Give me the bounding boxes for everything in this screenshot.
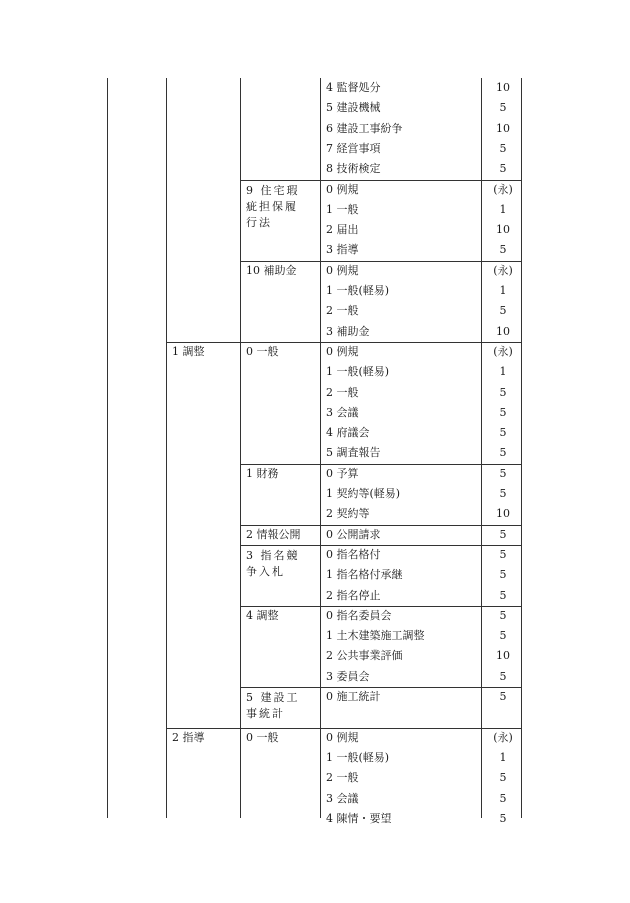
item-label: 0 公開請求 <box>326 527 381 541</box>
item-label: 5 建設機械 <box>326 101 381 115</box>
sub-category: 4 調整 <box>246 608 279 622</box>
retention-period: 5 <box>499 101 507 115</box>
retention-period: 5 <box>499 669 507 683</box>
retention-period: 5 <box>499 385 507 399</box>
retention-period: (永) <box>493 182 513 196</box>
item-label: 7 経営事項 <box>326 141 381 155</box>
item-label: 1 一般(軽易) <box>326 284 390 297</box>
retention-period: 5 <box>499 811 507 825</box>
item-label: 3 会議 <box>326 791 359 805</box>
retention-period: 5 <box>499 405 507 419</box>
row-rule <box>240 180 521 181</box>
retention-period: (永) <box>493 344 513 358</box>
item-label: 3 補助金 <box>326 324 370 338</box>
sub-category: 10 補助金 <box>246 263 297 277</box>
middle-category: 1 調整 <box>172 344 205 358</box>
item-label: 0 例規 <box>326 263 359 277</box>
sub-category: 5 建設工事統計 <box>246 691 300 720</box>
item-label: 2 一般 <box>326 771 359 785</box>
retention-period: 10 <box>496 649 510 663</box>
item-label: 8 技術検定 <box>326 162 381 176</box>
item-label: 1 指名格付承継 <box>326 568 403 582</box>
item-label: 1 契約等(軽易) <box>326 487 401 500</box>
item-label: 1 土木建築施工調整 <box>326 629 425 643</box>
item-label: 3 委員会 <box>326 669 370 683</box>
item-label: 3 会議 <box>326 405 359 419</box>
retention-period: (永) <box>493 730 513 744</box>
retention-period: 5 <box>499 527 507 541</box>
row-rule <box>166 728 521 729</box>
retention-period: 1 <box>499 365 507 379</box>
retention-period: 5 <box>499 141 507 155</box>
row-rule <box>240 464 521 465</box>
retention-period: 5 <box>499 426 507 440</box>
retention-period: 5 <box>499 243 507 257</box>
retention-period: 5 <box>499 304 507 318</box>
row-rule <box>240 687 521 688</box>
item-label: 2 一般 <box>326 385 359 399</box>
sub-category: 2 情報公開 <box>246 527 301 541</box>
item-label: 0 施工統計 <box>326 690 381 703</box>
item-label: 0 指名格付 <box>326 547 381 561</box>
retention-period: 10 <box>496 121 510 135</box>
item-label: 5 調査報告 <box>326 446 381 460</box>
item-label: 4 監督処分 <box>326 81 381 94</box>
item-label: 4 陳情・要望 <box>326 811 392 825</box>
sub-category: 0 一般 <box>246 344 279 358</box>
item-label: 1 一般(軽易) <box>326 750 390 764</box>
retention-period: 5 <box>499 629 507 643</box>
item-label: 6 建設工事紛争 <box>326 121 403 135</box>
retention-period: 10 <box>496 81 510 94</box>
retention-period: 5 <box>499 791 507 805</box>
column-rule-1 <box>166 78 167 818</box>
item-label: 2 一般 <box>326 304 359 318</box>
retention-period: 1 <box>499 284 507 297</box>
item-label: 2 届出 <box>326 223 359 237</box>
column-rule-2 <box>240 78 241 818</box>
item-label: 0 予算 <box>326 466 359 480</box>
item-label: 2 契約等 <box>326 507 370 521</box>
retention-period: 5 <box>499 446 507 460</box>
retention-period: 5 <box>499 771 507 785</box>
item-label: 0 例規 <box>326 182 359 196</box>
sub-category: 1 財務 <box>246 466 279 480</box>
row-rule <box>240 545 521 546</box>
retention-period: 5 <box>499 547 507 561</box>
retention-period: 5 <box>499 466 507 480</box>
sub-category: 0 一般 <box>246 730 279 744</box>
item-label: 2 公共事業評価 <box>326 649 403 663</box>
column-rule-3 <box>320 78 321 818</box>
retention-period: 5 <box>499 162 507 176</box>
column-rule-0 <box>107 78 108 818</box>
item-label: 1 一般(軽易) <box>326 365 390 379</box>
middle-category: 2 指導 <box>172 730 205 744</box>
item-label: 4 府議会 <box>326 426 370 440</box>
retention-period: 5 <box>499 487 507 500</box>
retention-period: 5 <box>499 690 507 703</box>
retention-period: 10 <box>496 507 510 521</box>
retention-period: 5 <box>499 608 507 622</box>
row-rule <box>240 261 521 262</box>
item-label: 0 指名委員会 <box>326 608 392 622</box>
retention-period: 5 <box>499 588 507 602</box>
row-rule <box>240 525 521 526</box>
retention-period: 10 <box>496 223 510 237</box>
retention-period: 10 <box>496 324 510 338</box>
retention-period: (永) <box>493 263 513 277</box>
item-label: 2 指名停止 <box>326 588 381 602</box>
item-label: 3 指導 <box>326 243 359 257</box>
item-label: 1 一般 <box>326 202 359 216</box>
retention-period: 5 <box>499 568 507 582</box>
row-rule <box>166 342 521 343</box>
sub-category: 3 指名競争入札 <box>246 548 300 578</box>
row-rule <box>240 606 521 607</box>
sub-category: 9 住宅瑕疵担保履行法 <box>246 183 300 229</box>
retention-period: 1 <box>499 202 507 216</box>
item-label: 0 例規 <box>326 344 359 358</box>
retention-period: 1 <box>499 750 507 764</box>
item-label: 0 例規 <box>326 730 359 744</box>
